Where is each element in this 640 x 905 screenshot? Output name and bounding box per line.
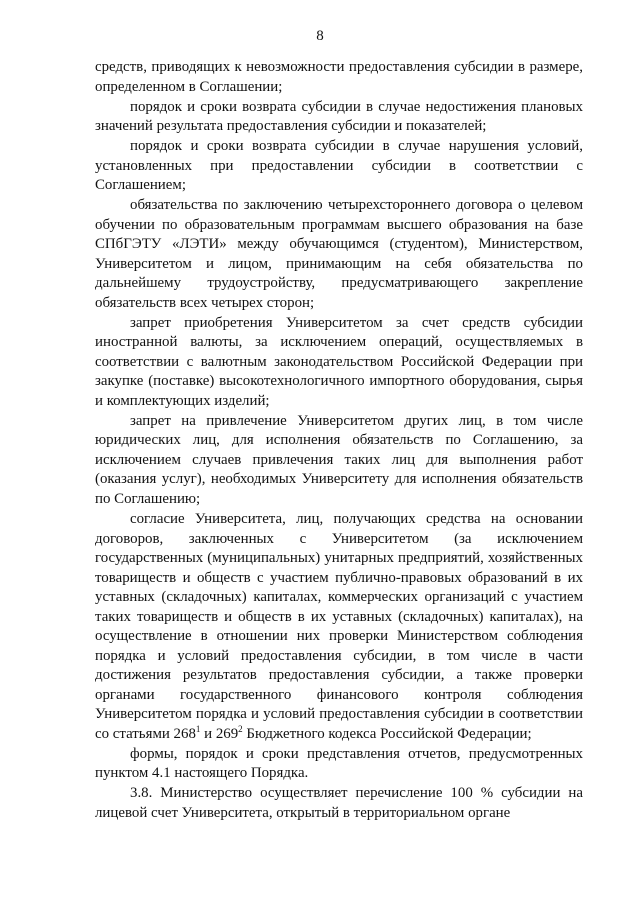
document-body (95, 58, 583, 824)
paragraph-3-8-transfer: 3.8. Министерство осуществляет перечисление 100 % субсидии на лицевой счет Университета, открытый в территориальном органе (95, 785, 583, 821)
page-number: 8 (316, 28, 324, 44)
paragraph-audit-consent (95, 510, 583, 744)
paragraph-target-training-contract: обязательства по заключению четырехстороннего договора о целевом обучении по образовательным программам высшего образования на базе СПбГЭТУ «ЛЭТИ» между обучающимся (студентом), Министерством, Университетом и лицом, принимающим на себя обязательства по дальнейшему трудоустройству, предусматривающего закрепление обязательств всех четырех сторон; (95, 197, 583, 311)
paragraph-third-party-ban: запрет на привлечение Университетом других лиц, в том числе юридических лиц, для исполнения обязательств по Соглашению, за исключением случаев привлечения таких лиц для выполнения работ (оказания услуг), необходимых Университету для исполнения обязательств по Соглашению; (95, 412, 583, 507)
superscript-1: 1 (195, 723, 201, 734)
paragraph-reporting-forms: формы, порядок и сроки представления отчетов, предусмотренных пунктом 4.1 настоящего Порядка. (95, 745, 583, 782)
paragraph-currency-ban: запрет приобретения Университетом за счет средств субсидии иностранной валюты, за исключением операций, осуществляемых в соответствии с валютным законодательством Российской Федерации при закупке (поставке) высокотехнологичного импортного оборудования, сырья и комплектующих изделий; (95, 314, 583, 409)
paragraph-return-targets: порядок и сроки возврата субсидии в случае недостижения плановых значений результата предоставления субсидии и показателей; (95, 98, 583, 135)
superscript-2: 2 (238, 723, 243, 734)
audit-consent-text: согласие Университета, лиц, получающих средства на основании договоров, заключенных с Университетом (за исключением государственных (муниципальных) унитарных предприятий, хозяйственных товариществ и обществ с участием публично-правовых образований в их уставных (складочных) капиталах, коммерческих организаций с участием таких товариществ и обществ в их уставных (складочных) капиталах), на осуществление в отношении них проверки Министерством соблюдения порядка и условий предоставления субсидии, в том числе в части достижения результатов предоставления субсидии, а также проверки органами государственного финансового контроля соблюдения Университетом порядка и условий предоставления субсидии в соответствии со статьями 268 (95, 511, 583, 742)
paragraph-funds-continuation: средств, приводящих к невозможности предоставления субсидии в размере, определенном в Соглашении; (95, 59, 583, 95)
audit-consent-text-2: и 269 (200, 725, 239, 742)
audit-consent-text-3: Бюджетного кодекса Российской Федерации; (242, 725, 532, 742)
paragraph-return-violation: порядок и сроки возврата субсидии в случае нарушения условий, установленных при предоставлении субсидии в соответствии с Соглашением; (95, 138, 583, 194)
